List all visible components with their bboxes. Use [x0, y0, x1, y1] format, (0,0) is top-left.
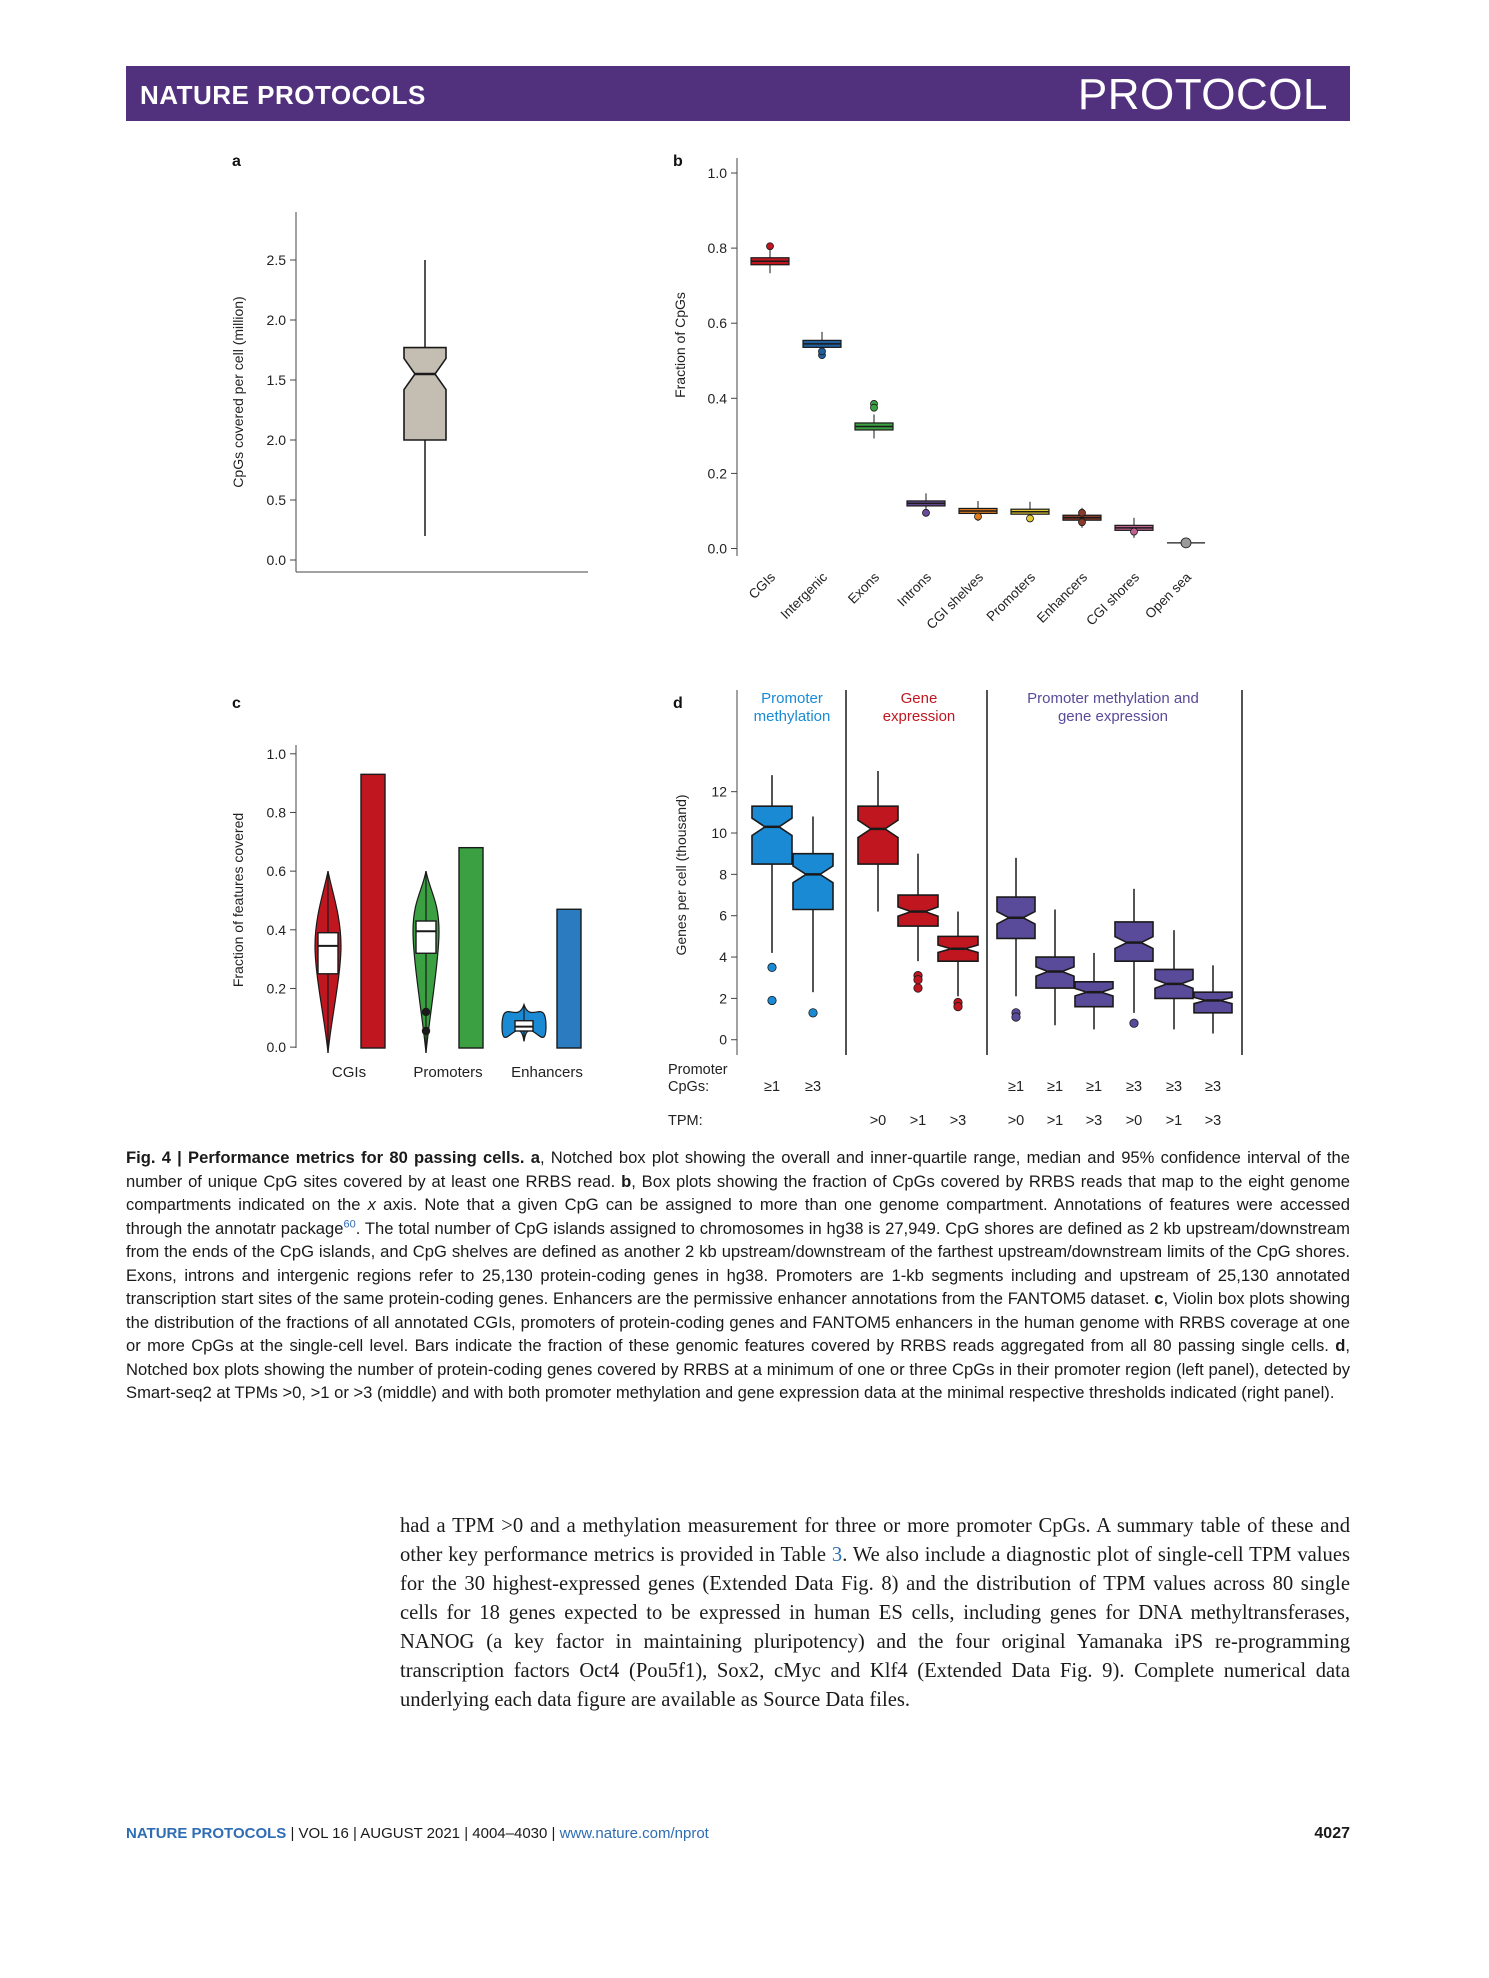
bar [557, 909, 581, 1048]
caption-b-x: x [367, 1195, 376, 1214]
outlier-point [422, 1008, 430, 1016]
x-tick-label: Enhancers [511, 1064, 583, 1081]
caption-label-c: c [1154, 1289, 1164, 1308]
y-tick-label: 1.0 [707, 165, 727, 182]
outlier-point [1079, 509, 1086, 516]
tpm-tick-label: >1 [909, 1113, 927, 1129]
group-title: Gene [900, 690, 938, 707]
group-title: gene expression [1057, 708, 1169, 725]
cpgs-tick-label: ≥1 [1046, 1079, 1064, 1095]
tpm-tick-label: >3 [1204, 1113, 1222, 1129]
y-tick-label: 0 [719, 1031, 727, 1048]
figure-caption [126, 1146, 1350, 1405]
tpm-tick-label: >1 [1165, 1113, 1183, 1129]
panel-a [230, 153, 588, 572]
outlier-point [1130, 1019, 1138, 1027]
x-tick-label: Introns [894, 569, 935, 610]
panel-c [230, 695, 583, 1081]
y-tick-label: 2.0 [266, 312, 286, 328]
footer-sep: | [547, 1825, 560, 1842]
y-tick-label: 2.0 [266, 432, 286, 448]
x-tick-label: CGI shelves [923, 569, 987, 633]
caption-label-a: a [530, 1148, 540, 1167]
group-title: expression [882, 708, 956, 725]
outlier-point [923, 509, 930, 516]
y-tick-label: 2.5 [266, 252, 286, 268]
body-paragraph [400, 1512, 1350, 1715]
y-tick-label: 8 [719, 866, 727, 883]
tpm-tick-label: >0 [869, 1113, 887, 1129]
y-tick-label: 4 [719, 949, 727, 966]
x-tick-label: Promoters [983, 569, 1039, 625]
outlier-point [914, 976, 922, 984]
outlier-point [871, 404, 878, 411]
caption-d-text: , Notched box plots showing the number of protein-coding genes covered by RRBS at a minimum of one or three CpGs in their promoter region (left panel), detected by Smart-seq2 at TPMs >0, >1 or >3 (middle) and with both promoter methylation and gene expression data at the minimal respective thresholds indicated (right panel). [126, 1336, 1350, 1402]
outlier-point [1131, 528, 1138, 535]
y-tick-label: 0.4 [707, 390, 727, 407]
caption-c-text: , Violin box plots showing the distribution of the fractions of all annotated CGIs, promoters of protein-coding genes and FANTOM5 enhancers in the human genome with RRBS coverage at one or more CpGs at the single-cell level. Bars indicate the fraction of these genomic features covered by RRBS reads aggregated from all 80 passing single cells. [126, 1289, 1350, 1355]
page-number: 4027 [1314, 1825, 1350, 1842]
y-tick-label: 1.0 [266, 745, 286, 762]
outlier-point [914, 984, 922, 992]
footer-date: AUGUST 2021 [360, 1825, 461, 1842]
box [752, 806, 792, 864]
y-tick-label: 0.5 [266, 492, 286, 508]
bar [361, 774, 385, 1048]
y-tick-label: 0.2 [266, 980, 286, 997]
panel-d [668, 690, 1242, 1129]
journal-name: NATURE PROTOCOLS [140, 80, 426, 110]
y-tick-label: 12 [711, 783, 727, 800]
reference-link[interactable]: 60 [343, 1217, 356, 1230]
outlier-point [975, 513, 982, 520]
panel-label-b: b [673, 153, 683, 170]
y-tick-label: 6 [719, 907, 727, 924]
x-tick-label: CGIs [745, 569, 779, 602]
panel-b [672, 153, 1205, 632]
outlier-point [768, 996, 776, 1004]
footer-url[interactable]: www.nature.com/nprot [559, 1825, 709, 1842]
caption-title: Fig. 4 | Performance metrics for 80 passing cells. [126, 1148, 525, 1167]
y-axis-label: CpGs covered per cell (million) [230, 296, 246, 488]
footer-sep: | [460, 1825, 473, 1842]
box [858, 806, 898, 864]
y-tick-label: 0.8 [707, 240, 727, 257]
row-label-tpm: TPM: [668, 1113, 703, 1129]
y-tick-label: 10 [711, 825, 727, 842]
y-tick-label: 0.6 [266, 863, 286, 880]
y-axis-label: Genes per cell (thousand) [673, 794, 689, 956]
box [404, 348, 446, 440]
y-tick-label: 0.4 [266, 921, 286, 938]
outlier-point [954, 1002, 962, 1010]
outlier-point [422, 1027, 430, 1035]
y-axis-label: Fraction of features covered [230, 812, 246, 988]
y-axis-label: Fraction of CpGs [672, 292, 688, 398]
outlier-point [768, 963, 776, 971]
tpm-tick-label: >0 [1125, 1113, 1143, 1129]
panel-label-a: a [232, 153, 241, 170]
panel-label-c: c [232, 695, 241, 712]
cpgs-tick-label: ≥1 [763, 1079, 781, 1095]
body-text-2: . We also include a diagnostic plot of single-cell TPM values for the 30 highest-expressed genes (Extended Data Fig. 8) and the distribution of TPM values across 80 single cells for 18 genes expected to be expressed in human ES cells, including genes for DNA methyltransferases, NANOG (a key factor in maintaining pluripotency) and the four original Yamanaka iPS re-programming transcription factors Oct4 (Pou5f1), Sox2, cMyc and Klf4 (Extended Data Fig. 9). Complete numerical data underlying each data figure are available as Source Data files. [400, 1544, 1350, 1711]
caption-b-text-1: , Box plots showing the fraction of CpGs covered by RRBS reads that map to the eight genome compartments indicated on the [126, 1171, 1350, 1214]
caption-label-d: d [1335, 1336, 1346, 1355]
y-tick-label: 0.0 [266, 552, 286, 568]
x-tick-label: Open sea [1142, 569, 1195, 622]
article-type: PROTOCOL [1077, 70, 1328, 119]
box [1075, 982, 1113, 1007]
body-text-1: had a TPM >0 and a methylation measurement for three or more promoter CpGs. A summary table of these and other key performance metrics is provided in Table [400, 1515, 1350, 1566]
y-tick-label: 2 [719, 990, 727, 1007]
x-tick-label: Intergenic [777, 569, 831, 623]
tpm-tick-label: >3 [949, 1113, 967, 1129]
row-label-promoter: Promoter [668, 1062, 728, 1078]
group-title: Promoter [761, 690, 823, 707]
panel-label-d: d [673, 695, 683, 712]
outlier-point [809, 1009, 817, 1017]
group-title: Promoter methylation and [1027, 690, 1199, 707]
bar [459, 848, 483, 1048]
outlier-point [767, 243, 774, 250]
y-tick-label: 0.0 [266, 1039, 286, 1056]
box [318, 933, 338, 974]
outlier-point [1181, 538, 1191, 548]
footer-volume: VOL 16 [298, 1825, 349, 1842]
box [416, 921, 436, 953]
y-tick-label: 0.0 [707, 540, 727, 557]
cpgs-tick-label: ≥3 [1125, 1079, 1143, 1095]
x-tick-label: CGI shores [1083, 569, 1143, 629]
caption-label-b: b [621, 1171, 632, 1191]
x-tick-label: CGIs [331, 1064, 367, 1081]
cpgs-tick-label: ≥3 [1165, 1079, 1183, 1095]
y-tick-label: 0.6 [707, 315, 727, 332]
tpm-tick-label: >3 [1085, 1113, 1103, 1129]
footer-journal: NATURE PROTOCOLS [126, 1825, 287, 1842]
outlier-point [1012, 1013, 1020, 1021]
caption-b-text-3: . The total number of CpG islands assigned to chromosomes in hg38 is 27,949. CpG shores are defined as 2 kb upstream/downstream from the ends of the CpG islands, and CpG shelves are defined as another 2 kb upstream/downstream of the farthest upstream/downstream limits of the CpG shores. Exons, introns and intergenic regions refer to 25,130 protein-coding genes in hg38. Promoters are 1-kb segments including and upstream of 25,130 annotated transcription start sites of the same protein-coding genes. Enhancers are the permissive enhancer annotations from the FANTOM5 dataset. [126, 1218, 1350, 1308]
y-tick-label: 0.2 [707, 465, 727, 482]
y-tick-label: 1.5 [266, 372, 286, 388]
footer-pages: 4004–4030 [472, 1825, 548, 1842]
outlier-point [1027, 515, 1034, 522]
footer-sep: | [286, 1825, 299, 1842]
cpgs-tick-label: ≥1 [1085, 1079, 1103, 1095]
outlier-point [819, 348, 826, 355]
footer-sep: | [348, 1825, 361, 1842]
y-tick-label: 0.8 [266, 804, 286, 821]
caption-a-text: , Notched box plot showing the overall and inner-quartile range, median and 95% confidence interval of the number of unique CpG sites covered by at least one RRBS read. [126, 1148, 1350, 1191]
cpgs-tick-label: ≥3 [1204, 1079, 1222, 1095]
x-tick-label: Exons [844, 569, 883, 607]
tpm-tick-label: >0 [1007, 1113, 1025, 1129]
box [793, 854, 833, 910]
row-label-cpgs: CpGs: [668, 1079, 710, 1095]
outlier-point [1079, 519, 1086, 526]
caption-b-text-2: axis. Note that a given CpG can be assigned to more than one genome compartment. Annotations of features were accessed through the annotatr package [126, 1195, 1350, 1238]
table-link[interactable]: 3 [831, 1544, 843, 1566]
cpgs-tick-label: ≥1 [1007, 1079, 1025, 1095]
tpm-tick-label: >1 [1046, 1113, 1064, 1129]
x-tick-label: Enhancers [1033, 569, 1091, 626]
box [1194, 992, 1232, 1013]
group-title: methylation [753, 708, 831, 725]
cpgs-tick-label: ≥3 [804, 1079, 822, 1095]
x-tick-label: Promoters [413, 1064, 483, 1081]
page-footer [126, 1825, 1350, 1842]
